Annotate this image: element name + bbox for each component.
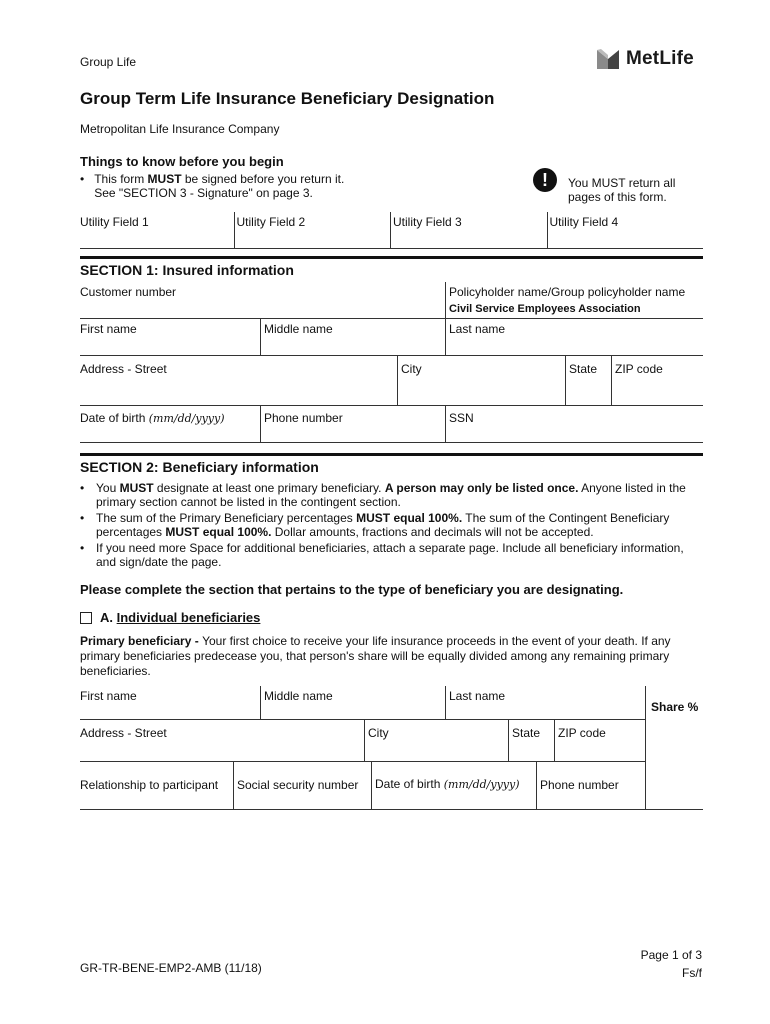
customer-number-label: Customer number [80,285,177,299]
section2-bullet [80,541,703,569]
bullet-dot: • [80,511,85,525]
primary-beneficiary-description [80,634,703,679]
insured-state-field[interactable]: State [566,356,612,405]
bene-address-field[interactable]: Address - Street [80,720,365,761]
things-heading: Things to know before you begin [80,154,284,169]
insured-zip-field[interactable]: ZIP code [615,362,663,376]
utility-field-2[interactable]: Utility Field 2 [235,212,392,248]
form-code: GR-TR-BENE-EMP2-AMB (11/18) [80,961,262,975]
b2e: Dollar amounts, fractions and decimals will not be accepted. [271,525,594,539]
section1-divider [80,256,703,259]
b2a: The sum of the Primary Beneficiary percentages [96,511,357,525]
option-label-text: Individual beneficiaries [116,610,261,625]
utility-field-3[interactable]: Utility Field 3 [391,212,548,248]
logo-text: MetLife [626,48,694,69]
insured-dob-field[interactable] [80,406,261,442]
beneficiary-row-name [80,686,646,720]
insured-address-field[interactable]: Address - Street [80,356,398,405]
section2-bullet [80,511,703,539]
alert-text: You MUST return all pages of this form. [568,176,676,204]
bene-zip-field[interactable]: ZIP code [558,726,606,740]
beneficiary-row-address [80,720,646,762]
policyholder-value: Civil Service Employees Association [449,303,641,315]
b2d: MUST equal 100%. [165,525,272,539]
bene-share-field[interactable]: Share % [651,700,699,714]
section1-row-customer [80,282,703,319]
primary-beneficiary-box [80,686,703,810]
b1e: Anyone listed in the primary section cannot be listed in the contingent section. [96,481,686,509]
insured-middle-name-field[interactable]: Middle name [261,319,446,355]
bene-first-name-field[interactable]: First name [80,686,261,719]
individual-beneficiaries-checkbox[interactable] [80,612,92,624]
dob-label: Date of birth [375,777,441,791]
exclamation-icon: ! [533,168,557,192]
b2c: The sum of the Contingent Beneficiary percentages [96,511,670,539]
primary-bold: Primary beneficiary - [80,634,203,648]
b2b: MUST equal 100%. [356,511,463,525]
option-label [100,610,260,625]
beneficiary-fields [80,686,646,810]
company-name: Metropolitan Life Insurance Company [80,122,280,136]
things-bullet-text [94,172,344,200]
things-list [80,172,400,200]
page-label: Page 1 of 3 [640,948,702,962]
insured-ssn-field[interactable]: SSN [449,411,474,425]
section1-row-name [80,319,703,356]
bene-state-field[interactable]: State [509,720,555,761]
dob-format: (mm/dd/yyyy) [148,412,225,425]
bullet-bold: MUST [147,172,182,186]
insured-last-name-field[interactable]: Last name [449,322,506,336]
dob-format: (mm/dd/yyyy) [443,778,520,791]
bene-middle-name-field[interactable]: Middle name [261,686,446,719]
bene-city-field[interactable]: City [365,720,509,761]
bullet-post: be signed before you return it. [181,172,345,186]
metlife-m-icon [596,47,620,71]
bullet-dot: • [80,541,85,555]
utility-field-1[interactable]: Utility Field 1 [80,212,235,248]
b1a: You [96,481,120,495]
fs-label: Fs/f [682,966,702,980]
individual-beneficiaries-option [80,610,260,625]
customer-number-field[interactable] [80,282,446,318]
primary-text: Your first choice to receive your life insurance proceeds in the event of your death. If any primary beneficiaries predecease you, that person's share will be equally divided among any remaining primary beneficiaries. [80,634,671,678]
dob-label: Date of birth [80,411,146,425]
bene-dob-field[interactable] [372,762,537,810]
bullet-text: If you need more Space for additional beneficiaries, attach a separate page. Include all beneficiary information, and sign/date the page. [96,541,684,569]
b1b: MUST [119,481,154,495]
bene-ssn-field[interactable]: Social security number [234,762,372,810]
bullet-line2: See "SECTION 3 - Signature" on page 3. [94,186,313,200]
section2-bullets [80,481,703,571]
utility-field-4[interactable]: Utility Field 4 [549,215,619,229]
section2-divider [80,453,703,456]
bullet-text [96,481,703,509]
policyholder-label: Policyholder name/Group policyholder name [449,285,686,299]
things-bullet [80,172,400,200]
insured-city-field[interactable]: City [398,356,566,405]
section1-row-address [80,356,703,406]
bullet-dot: • [80,481,85,495]
section1-title: SECTION 1: Insured information [80,262,294,278]
bullet-text [96,511,703,539]
bene-phone-field[interactable]: Phone number [540,778,619,792]
page-number [620,946,702,982]
utility-fields-row [80,212,703,249]
metlife-logo [596,45,708,73]
section2-bullet [80,481,703,509]
b1d: A person may only be listed once. [384,481,579,495]
bene-relationship-field[interactable]: Relationship to participant [80,762,234,810]
bullet-pre: This form [94,172,148,186]
option-prefix: A. [100,610,117,625]
b1c: designate at least one primary beneficiary. [153,481,385,495]
policyholder-field[interactable] [446,282,703,318]
insured-phone-field[interactable]: Phone number [261,406,446,442]
insured-first-name-field[interactable]: First name [80,319,261,355]
group-life-label: Group Life [80,55,137,69]
bullet-dot: • [80,172,85,186]
beneficiary-row-details [80,762,646,810]
section1-row-dob [80,406,703,443]
instruction-heading: Please complete the section that pertains to the type of beneficiary you are designating. [80,582,624,597]
form-title: Group Term Life Insurance Beneficiary Designation [80,89,495,108]
section2-title: SECTION 2: Beneficiary information [80,459,319,475]
bene-last-name-field[interactable]: Last name [449,689,506,703]
